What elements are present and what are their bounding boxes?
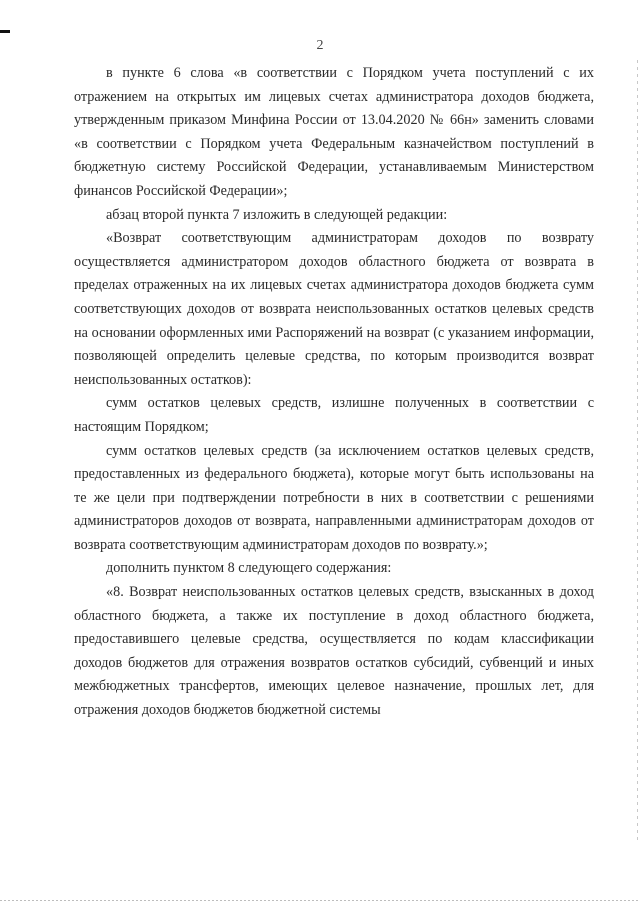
paragraph-item-8-text: «8. Возврат неиспользованных остатков целевых средств, взысканных в доход областного бюджета, а также их поступление в доход областного бюджета, предоставившего целевые средства, осуществляется по кодам классификации доходов бюджетов для отражения возвратов остатков субсидий, субвенций и иных межбюджетных трансфертов, имеющих целевое назначение, прошлых лет, для отражения доходов бюджетов бюджетной системы	[74, 584, 594, 719]
paragraph-excess-sums: сумм остатков целевых средств, излишне полученных в соответствии с настоящим Порядком;	[74, 395, 594, 435]
scan-corner-mark	[0, 30, 10, 33]
paragraph-item-7-text: «Возврат соответствующим администраторам доходов по возврату осуществляется администратором доходов областного бюджета от возврата в пределах отраженных на их лицевых счетах администратора доходов бюджета сумм соответствующих доходов от возврата неиспользованных остатков целевых средств на основании оформленных ими Распоряжений на возврат (с указанием информации, позволяющей определить целевые средства, по которым производится возврат неиспользованных остатков):	[74, 230, 594, 388]
scan-edge-bottom	[0, 900, 640, 901]
paragraph-item-7-intro: абзац второй пункта 7 изложить в следующей редакции:	[106, 206, 448, 223]
scan-edge-right	[637, 60, 638, 840]
paragraph-item-6-amendment: в пункте 6 слова «в соответствии с Порядком учета поступлений с их отражением на открытых им лицевых счетах администратора доходов бюджета, утвержденным приказом Минфина России от 13.04.2020 № 66н» заменить словами «в соответствии с Порядком учета Федеральным казначейством поступлений в бюджетную систему Российской Федерации, устанавливаемым Министерством финансов Российской Федерации»;	[74, 65, 594, 199]
document-body	[74, 62, 594, 723]
paragraph-remaining-sums: сумм остатков целевых средств (за исключением остатков целевых средств, предоставленных из федерального бюджета), которые могут быть использованы на те же цели при подтверждении потребности в них в соответствии с решениями администраторов доходов от возврата, направленными администраторам доходов от возврата соответствующим администраторам доходов по возврату.»;	[74, 442, 594, 553]
paragraph-item-8-intro: дополнить пунктом 8 следующего содержания:	[106, 560, 392, 577]
page-number: 2	[316, 38, 324, 53]
